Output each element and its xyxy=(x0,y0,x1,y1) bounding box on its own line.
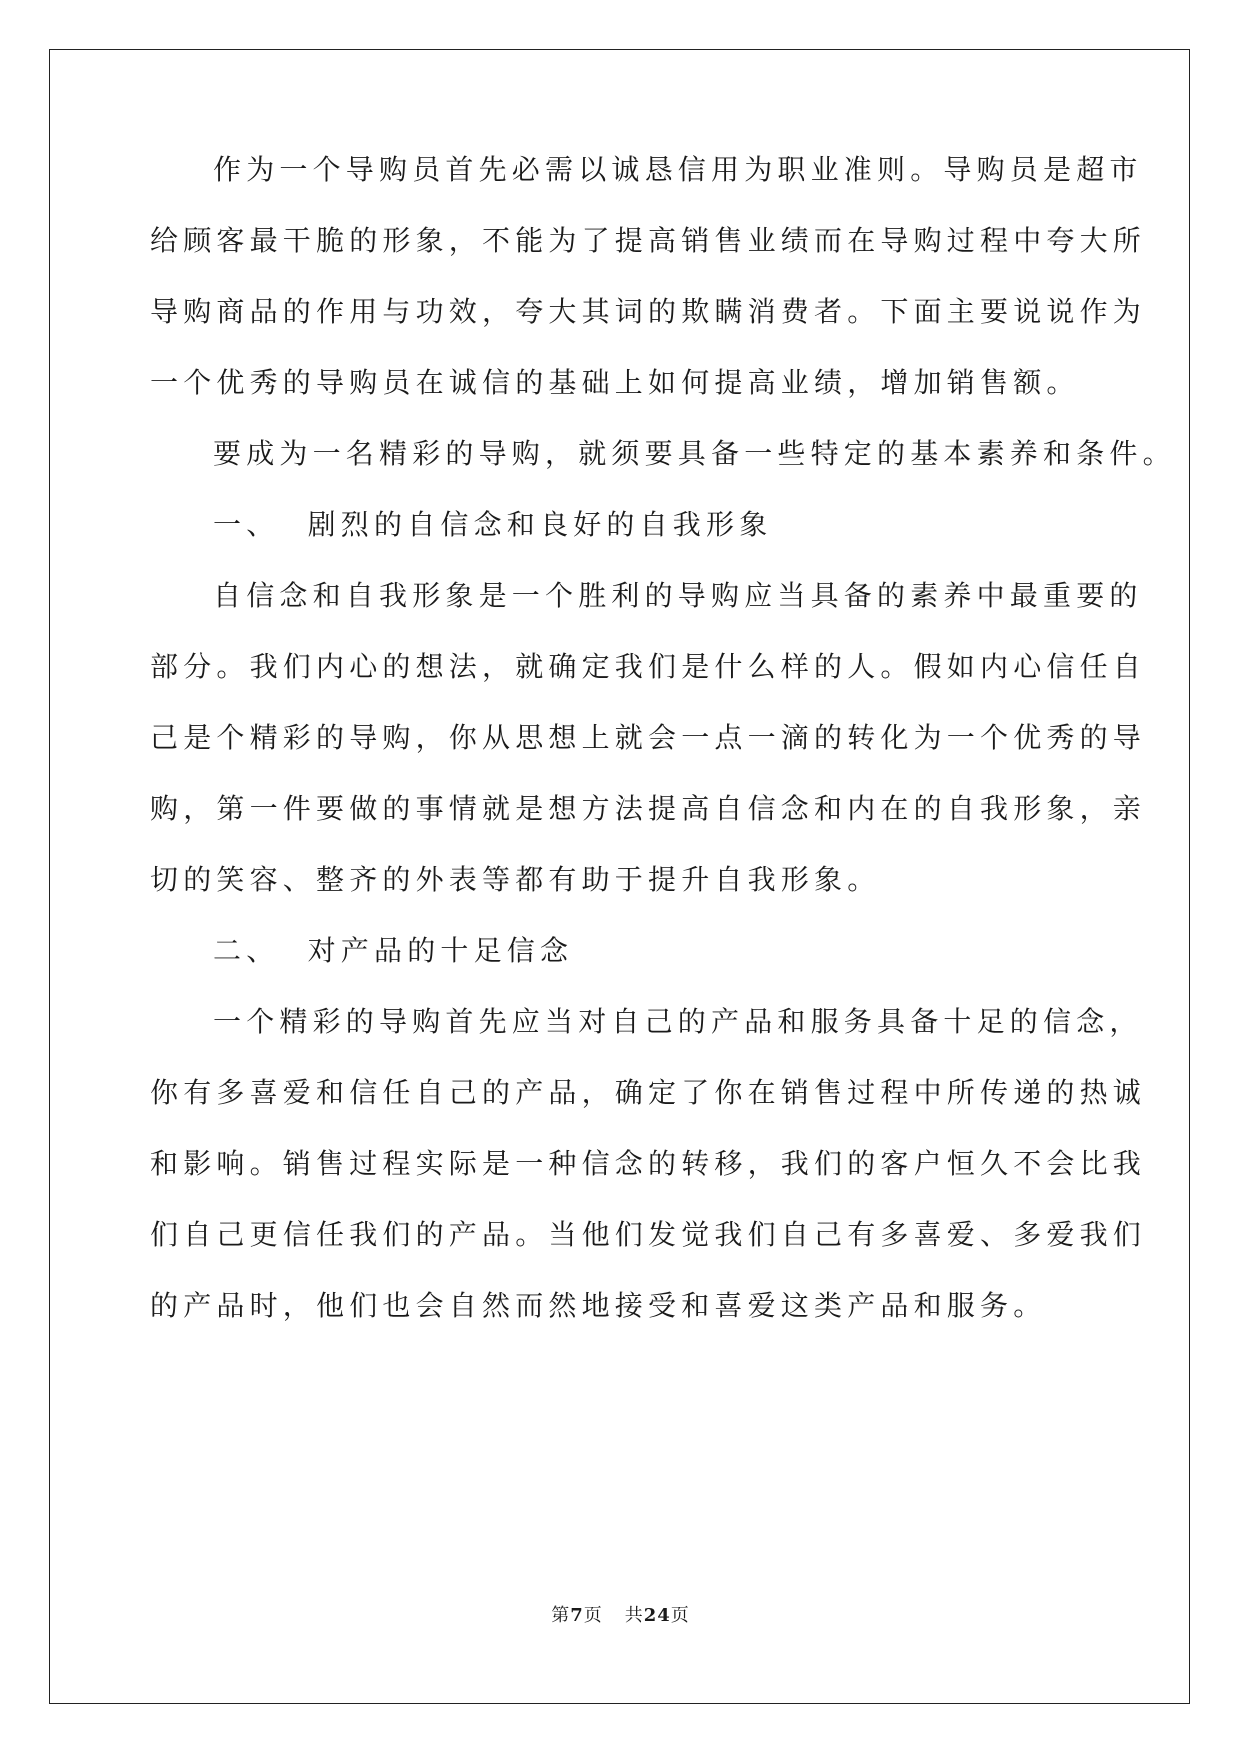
current-page-number: 7 xyxy=(570,1605,584,1626)
paragraph-line: 的产品时，他们也会自然而然地接受和喜爱这类产品和服务。 xyxy=(150,1289,1047,1322)
page-prefix: 第 xyxy=(551,1605,571,1626)
paragraph-line: 切的笑容、整齐的外表等都有助于提升自我形象。 xyxy=(150,863,881,896)
paragraph-line: 部分。我们内心的想法，就确定我们是什么样的人。假如内心信任自 xyxy=(150,650,1147,683)
paragraph-line: 作为一个导购员首先必需以诚恳信用为职业准则。导购员是超市 xyxy=(213,153,1143,186)
section-heading: 二、 对产品的十足信念 xyxy=(213,934,574,967)
paragraph-line: 己是个精彩的导购，你从思想上就会一点一滴的转化为一个优秀的导 xyxy=(150,721,1147,754)
paragraph-line: 和影响。销售过程实际是一种信念的转移，我们的客户恒久不会比我 xyxy=(150,1147,1147,1180)
total-page-number: 24 xyxy=(643,1605,671,1626)
total-prefix: 共 xyxy=(624,1605,644,1626)
paragraph-line: 要成为一名精彩的导购，就须要具备一些特定的基本素养和条件。 xyxy=(213,437,1176,470)
paragraph-line: 给顾客最干脆的形象，不能为了提高销售业绩而在导购过程中夸大所 xyxy=(150,224,1147,257)
paragraph-line: 你有多喜爱和信任自己的产品，确定了你在销售过程中所传递的热诚 xyxy=(150,1076,1147,1109)
section-heading: 一、 剧烈的自信念和良好的自我形象 xyxy=(213,508,773,541)
paragraph-line: 一个精彩的导购首先应当对自己的产品和服务具备十足的信念， xyxy=(213,1005,1143,1038)
paragraph-line: 一个优秀的导购员在诚信的基础上如何提高业绩，增加销售额。 xyxy=(150,366,1080,399)
paragraph-line: 购，第一件要做的事情就是想方法提高自信念和内在的自我形象，亲 xyxy=(150,792,1147,825)
page-suffix: 页 xyxy=(583,1605,603,1626)
paragraph-line: 自信念和自我形象是一个胜利的导购应当具备的素养中最重要的 xyxy=(213,579,1143,612)
total-suffix: 页 xyxy=(670,1605,690,1626)
paragraph-line: 们自己更信任我们的产品。当他们发觉我们自己有多喜爱、多爱我们 xyxy=(150,1218,1147,1251)
page-footer xyxy=(0,1604,1241,1628)
paragraph-line: 导购商品的作用与功效，夸大其词的欺瞒消费者。下面主要说说作为 xyxy=(150,295,1147,328)
